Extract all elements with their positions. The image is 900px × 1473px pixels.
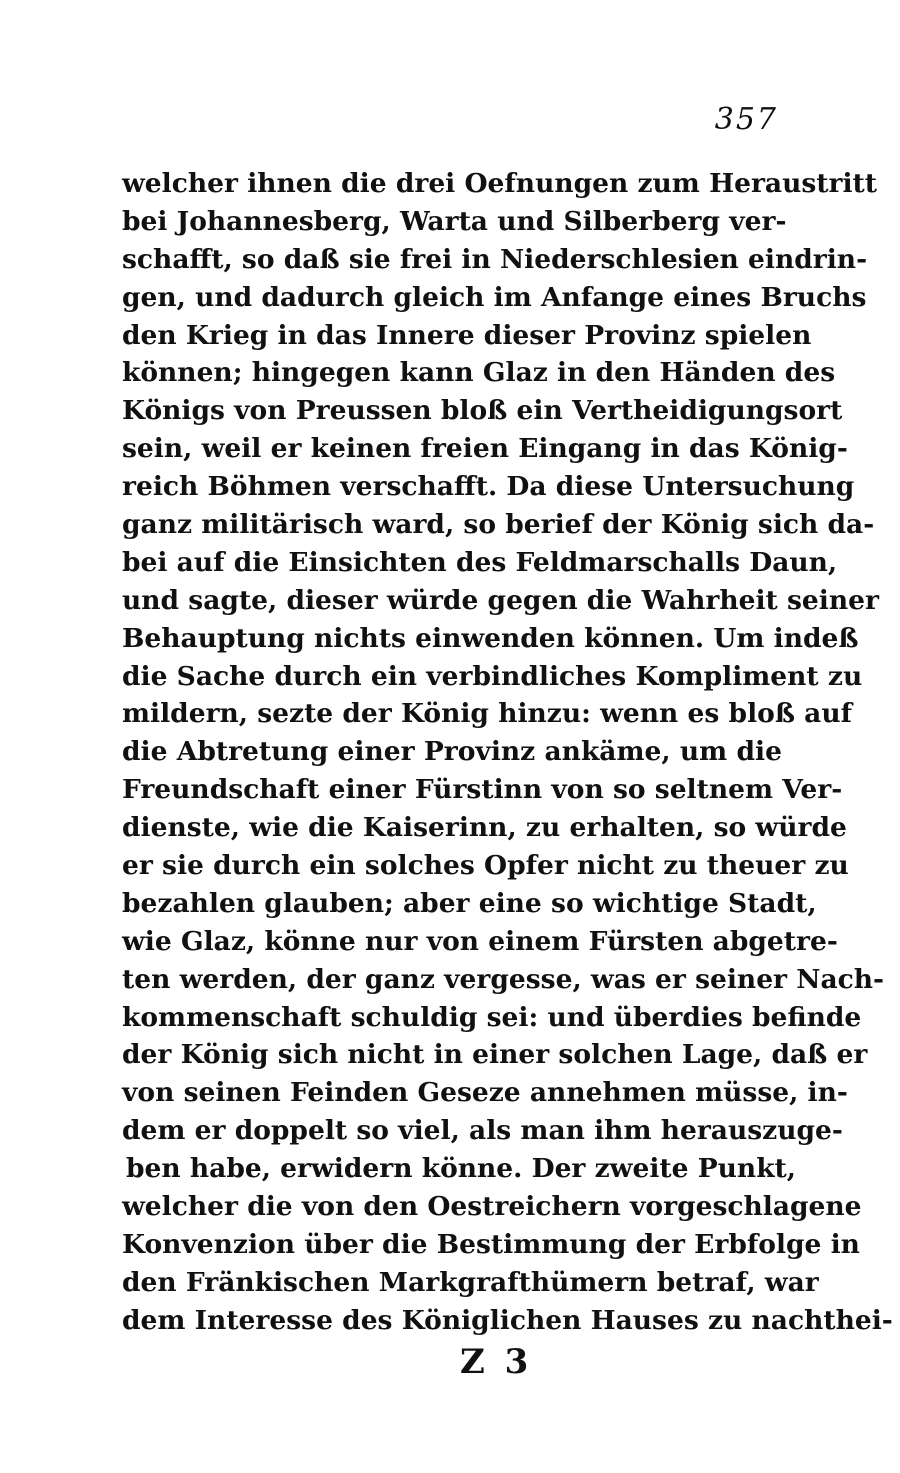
text-line: kommenschaft schuldig sei: und überdies befinde: [122, 1001, 862, 1033]
text-line: gen, und dadurch gleich im Anfange eines Bruchs: [122, 281, 867, 313]
text-line: und sagte, dieser würde gegen die Wahrheit seiner: [122, 584, 879, 616]
text-line: sein, weil er keinen freien Eingang in das König-: [122, 433, 848, 465]
text-line: Königs von Preussen bloß ein Vertheidigungsort: [122, 395, 843, 427]
body-text: [122, 165, 893, 1340]
text-line: er sie durch ein solches Opfer nicht zu theuer zu: [122, 850, 849, 882]
text-line: wie Glaz, könne nur von einem Fürsten abgetre-: [122, 925, 838, 957]
text-line: dem er doppelt so viel, als man ihm herauszuge-: [122, 1115, 843, 1147]
text-line: ten werden, der ganz vergesse, was er seiner Nach-: [122, 963, 885, 995]
text-line: Konvenzion über die Bestimmung der Erbfolge in: [122, 1228, 860, 1260]
text-line: ganz militärisch ward, so berief der König sich da-: [122, 509, 875, 541]
text-line: können; hingegen kann Glaz in den Händen des: [122, 357, 836, 389]
text-line: von seinen Feinden Geseze annehmen müsse, in-: [122, 1077, 848, 1109]
text-line: die Sache durch ein verbindliches Kompliment zu: [122, 660, 863, 692]
text-line: die Abtretung einer Provinz ankäme, um die: [122, 736, 782, 768]
text-line: den Krieg in das Innere dieser Provinz spielen: [122, 319, 812, 351]
text-line: mildern, sezte der König hinzu: wenn es bloß auf: [122, 698, 853, 730]
text-line: bei Johannesberg, Warta und Silberberg ver-: [122, 205, 787, 237]
text-line: Behauptung nichts einwenden können. Um indeß: [122, 622, 859, 654]
signature-mark: Z 3: [460, 1342, 533, 1382]
text-line: bezahlen glauben; aber eine so wichtige Stadt,: [122, 887, 817, 919]
text-line: reich Böhmen verschafft. Da diese Untersuchung: [122, 471, 855, 503]
text-line: welcher ihnen die drei Oefnungen zum Heraustritt: [122, 168, 878, 199]
text-line: den Fränkischen Markgrafthümern betraf, war: [122, 1266, 819, 1298]
text-line: dienste, wie die Kaiserinn, zu erhalten, so würde: [122, 812, 847, 844]
text-line: ben habe, erwidern könne. Der zweite Punkt,: [126, 1153, 797, 1185]
text-line: welcher die von den Oestreichern vorgeschlagene: [122, 1191, 862, 1223]
text-line: bei auf die Einsichten des Feldmarschalls Daun,: [122, 546, 838, 578]
text-line: schafft, so daß sie frei in Niederschlesien eindrin-: [122, 243, 868, 275]
page-number: 357: [714, 102, 778, 137]
text-line: der König sich nicht in einer solchen Lage, daß er: [122, 1039, 868, 1071]
text-line: Freundschaft einer Fürstinn von so seltnem Ver-: [122, 774, 843, 806]
text-line: dem Interesse des Königlichen Hauses zu nachthei-: [122, 1304, 893, 1336]
